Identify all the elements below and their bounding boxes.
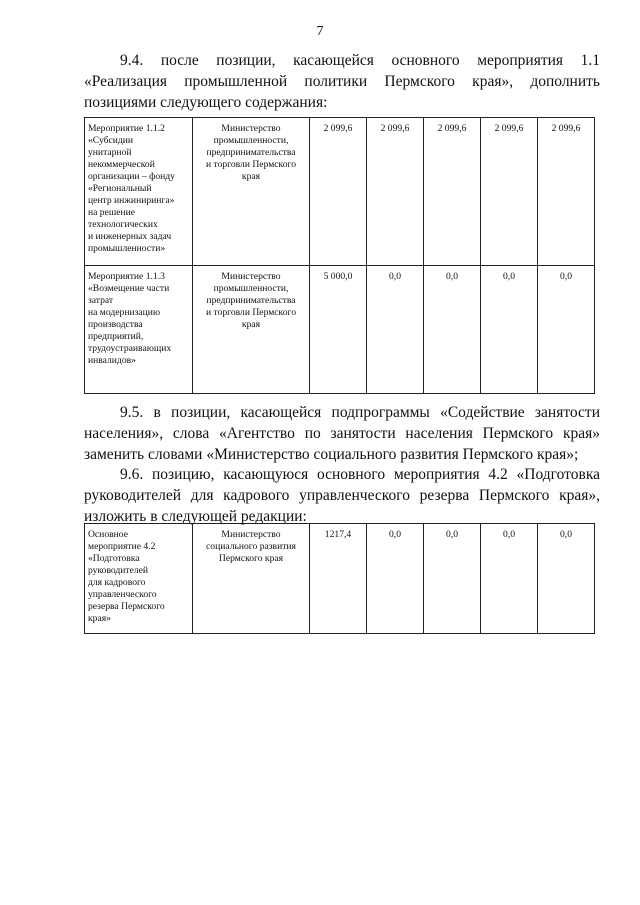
value-cell: 5 000,0 xyxy=(310,266,367,394)
measure-name-cell: Мероприятие 1.1.2 «Субсидии унитарной некоммерческой организации – фонду «Региональный центр инжиниринга» на решение технологических и инженерных задач промышленности» xyxy=(85,118,193,266)
page-number: 7 xyxy=(316,24,324,39)
value-cell: 2 099,6 xyxy=(424,118,481,266)
value-cell: 2 099,6 xyxy=(538,118,595,266)
value-cell: 0,0 xyxy=(481,266,538,394)
table-measure-4-2 xyxy=(84,523,595,634)
value-cell: 2 099,6 xyxy=(481,118,538,266)
table-row xyxy=(85,524,595,634)
value-cell: 0,0 xyxy=(538,266,595,394)
value-cell: 1217,4 xyxy=(310,524,367,634)
paragraph-9-5: 9.5. в позиции, касающейся подпрограммы «Содействие занятости населения», слова «Агентство по занятости населения Пермского края» заменить словами «Министерство социального развития Пермского края»; xyxy=(84,404,600,463)
table-measures-1-1 xyxy=(84,117,595,394)
value-cell: 2 099,6 xyxy=(310,118,367,266)
value-cell: 0,0 xyxy=(367,524,424,634)
value-cell: 0,0 xyxy=(424,524,481,634)
paragraph-9-4: 9.4. после позиции, касающейся основного мероприятия 1.1 «Реализация промышленной политики Пермского края», дополнить позициями следующего содержания: xyxy=(84,52,600,111)
responsible-cell: Министерство промышленности, предпринимательства и торговли Пермского края xyxy=(193,118,310,266)
table-row xyxy=(85,266,595,394)
measure-name-cell: Мероприятие 1.1.3 «Возмещение части затрат на модернизацию производства предприятий, трудоустраивающих инвалидов» xyxy=(85,266,193,394)
value-cell: 0,0 xyxy=(538,524,595,634)
table-row xyxy=(85,118,595,266)
responsible-cell: Министерство промышленности, предпринимательства и торговли Пермского края xyxy=(193,266,310,394)
value-cell: 2 099,6 xyxy=(367,118,424,266)
value-cell: 0,0 xyxy=(367,266,424,394)
measure-name-cell: Основное мероприятие 4.2 «Подготовка руководителей для кадрового управленческого резерва Пермского края» xyxy=(85,524,193,634)
paragraph-9-6: 9.6. позицию, касающуюся основного мероприятия 4.2 «Подготовка руководителей для кадрового управленческого резерва Пермского края», изложить в следующей редакции: xyxy=(84,466,600,525)
value-cell: 0,0 xyxy=(481,524,538,634)
responsible-cell: Министерство социального развития Пермского края xyxy=(193,524,310,634)
value-cell: 0,0 xyxy=(424,266,481,394)
